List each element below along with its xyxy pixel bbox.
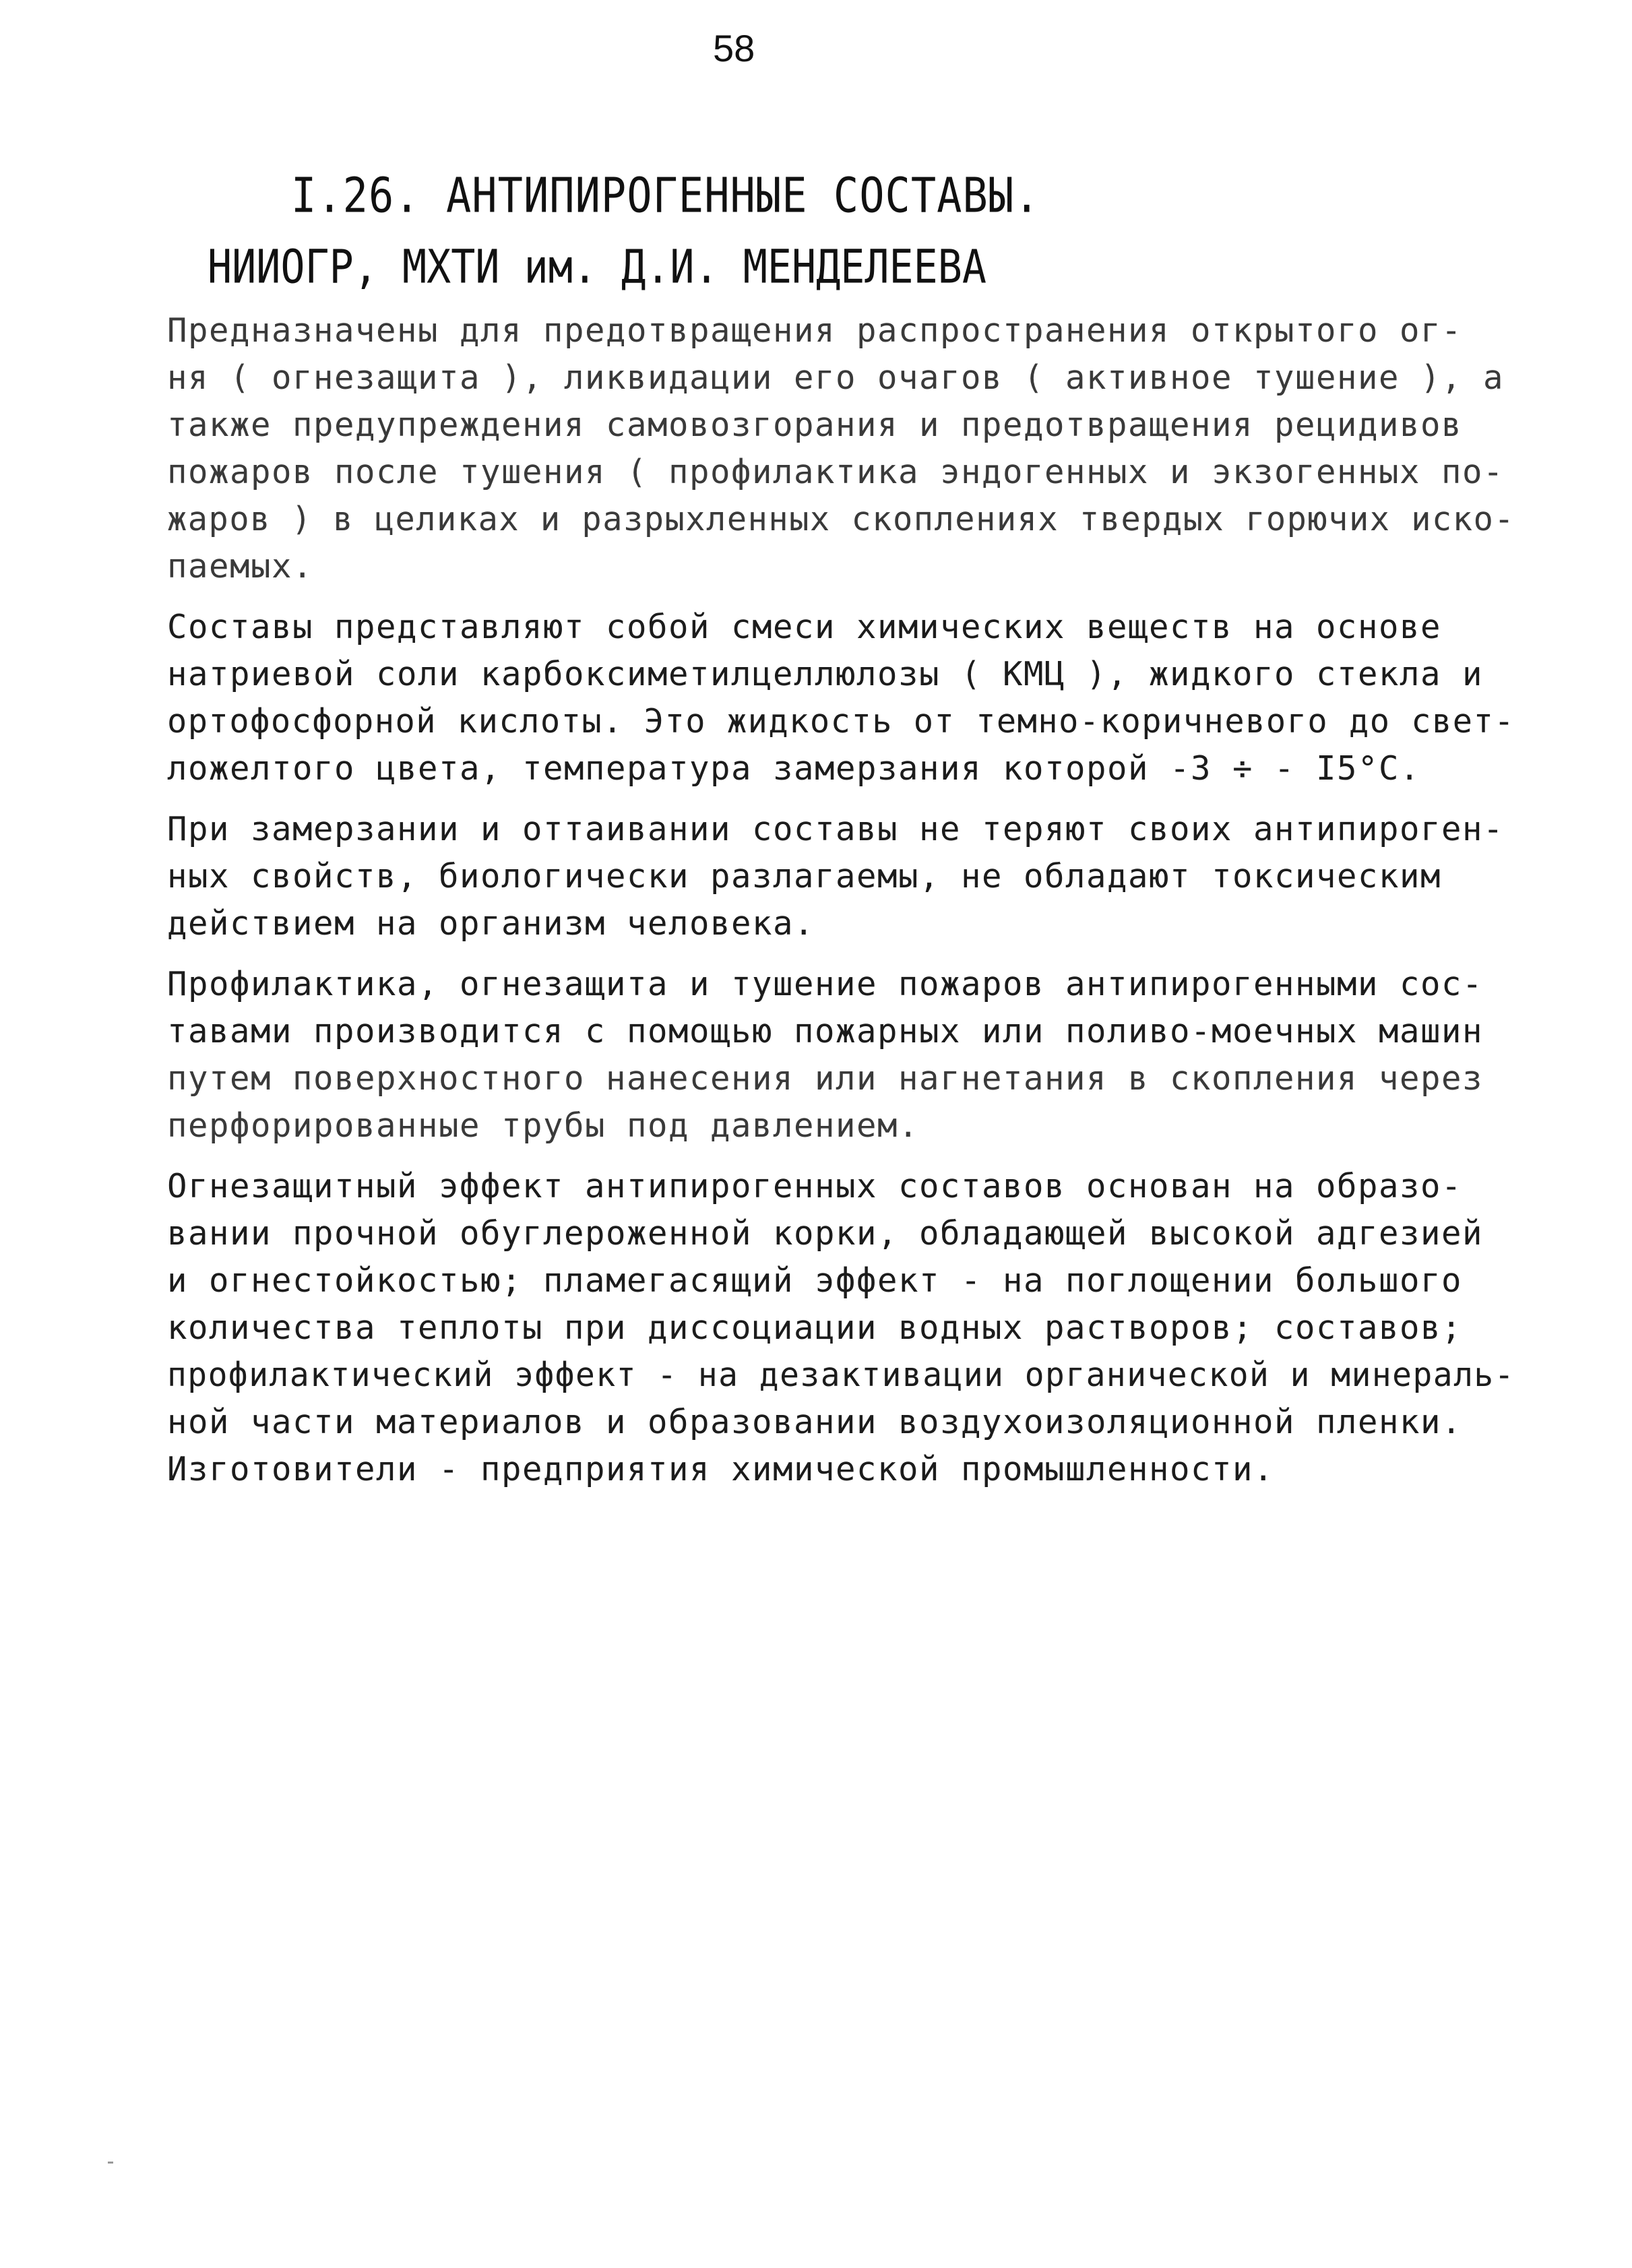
- body-line: натриевой соли карбоксиметилцеллюлозы ( КМЦ ), жидкого стекла и: [167, 655, 1484, 693]
- body-line: Изготовители - предприятия химической промышленности.: [167, 1450, 1275, 1488]
- body-line: перфорированные трубы под давлением.: [167, 1106, 920, 1145]
- body-line: тавами производится с помощью пожарных или поливо-моечных машин: [167, 1012, 1484, 1050]
- page-number: 58: [713, 27, 755, 69]
- body-line: путем поверхностного нанесения или нагнетания в скопления через: [167, 1059, 1484, 1098]
- body-line: вании прочной обуглероженной корки, обладающей высокой адгезией: [167, 1214, 1484, 1253]
- body-line: профилактический эффект - на дезактивации органической и минераль-: [167, 1356, 1515, 1394]
- body-line: количества теплоты при диссоциации водных растворов; составов;: [167, 1309, 1463, 1347]
- body-line: ных свойств, биологически разлагаемы, не обладают токсическим: [167, 857, 1442, 895]
- body-line: пожаров после тушения ( профилактика эндогенных и экзогенных по-: [167, 453, 1505, 491]
- body-line: Составы представляют собой смеси химических веществ на основе: [167, 608, 1442, 646]
- body-line: При замерзании и оттаивании составы не теряют своих антипироген-: [167, 810, 1505, 848]
- body-line: Предназначены для предотвращения распространения открытого ог-: [167, 311, 1463, 350]
- body-line: ной части материалов и образовании воздухоизоляционной пленки.: [167, 1403, 1463, 1441]
- section-title: I.26. АНТИПИРОГЕННЫЕ СОСТАВЫ.: [291, 167, 1040, 224]
- scan-speck: [108, 2162, 113, 2164]
- body-line: также предупреждения самовозгорания и предотвращения рецидивов: [167, 406, 1463, 444]
- body-line: ортофосфорной кислоты. Это жидкость от темно-коричневого до свет-: [167, 702, 1515, 741]
- body-line: действием на организм человека.: [167, 904, 815, 943]
- section-authors: НИИОГР, МХТИ им. Д.И. МЕНДЕЛЕЕВА: [208, 240, 986, 294]
- body-line: и огнестойкостью; пламегасящий эффект - на поглощении большого: [167, 1261, 1463, 1300]
- body-line: Огнезащитный эффект антипирогенных составов основан на образо-: [167, 1167, 1463, 1205]
- body-line: ня ( огнезащита ), ликвидации его очагов ( активное тушение ), а: [167, 358, 1505, 397]
- body-line: Профилактика, огнезащита и тушение пожаров антипирогенными сос-: [167, 965, 1484, 1003]
- body-line: паемых.: [167, 547, 314, 586]
- body-line: ложелтого цвета, температура замерзания которой -3 ÷ - I5°C.: [167, 749, 1421, 788]
- body-line: жаров ) в целиках и разрыхленных скоплениях твердых горючих иско-: [167, 500, 1515, 538]
